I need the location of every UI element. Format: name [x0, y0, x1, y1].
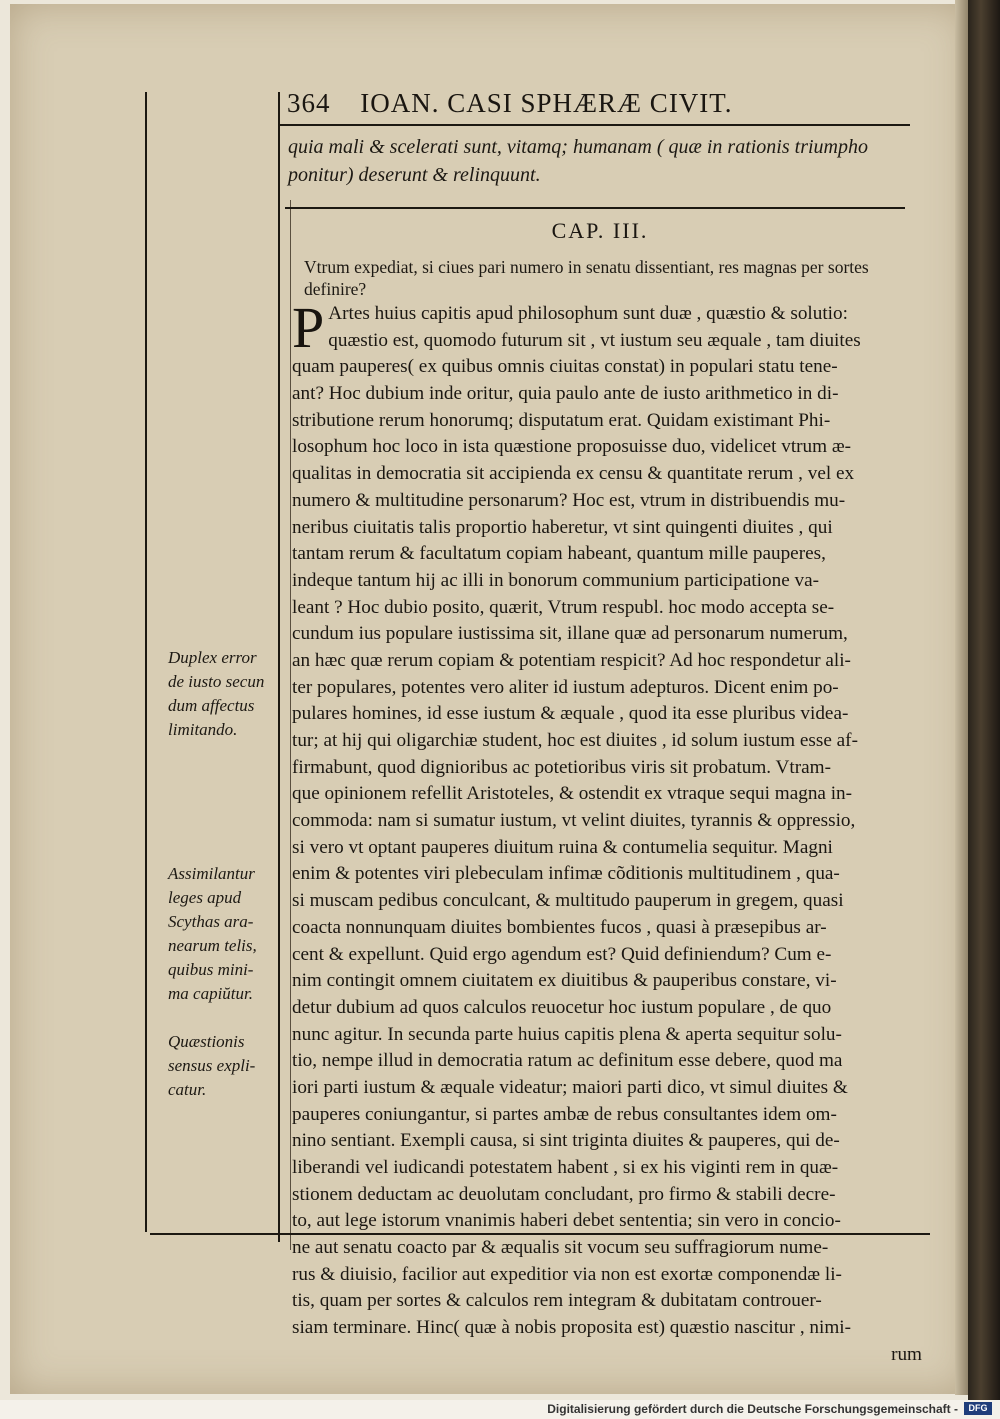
marginal-note-error	[168, 646, 288, 742]
marginal-line: dum affectus	[168, 696, 255, 715]
text-line: si vero vt optant pauperes diuitum ruina & contumelia sequitur. Magni	[292, 836, 833, 858]
funding-credit: Digitalisierung gefördert durch die Deutsche Forschungsgemeinschaft -	[547, 1402, 958, 1416]
header-rule	[280, 124, 910, 126]
text-line: neribus ciuitatis talis proportio haberetur, vt sint quingenti diuites , qui	[292, 516, 833, 538]
text-line: coacta nonnunquam diuites bombientes fucos , quasi à præsepibus ar-	[292, 916, 827, 938]
text-line: numero & multitudine personarum? Hoc est, vtrum in distribuendis mu-	[292, 489, 846, 511]
marginal-line: limitando.	[168, 720, 238, 739]
text-line: iori parti iustum & æquale videatur; maiori parti dico, vt simul diuites &	[292, 1076, 848, 1098]
text-line: nino sentiant. Exempli causa, si sint triginta diuites & pauperes, qui de-	[292, 1130, 840, 1152]
page-number: 364	[287, 88, 331, 118]
text-line: leant ? Hoc dubio posito, quærit, Vtrum respubl. hoc modo accepta se-	[292, 596, 835, 618]
marginal-line: Quæstionis	[168, 1032, 245, 1051]
carryover-line-2: ponitur) deserunt & relinquunt.	[288, 164, 541, 186]
book-gutter	[968, 0, 1000, 1400]
chapter-heading: CAP. III.	[551, 218, 649, 243]
marginal-line: leges apud	[168, 888, 242, 907]
running-header	[287, 88, 907, 119]
drop-cap: P	[292, 295, 325, 360]
running-title: IOAN. CASI SPHÆRÆ CIVIT.	[360, 88, 733, 118]
marginal-note-scythians	[168, 862, 288, 1006]
text-line: firmabunt, quod dignioribus ac potetioribus viris sit probatum. Vtram-	[292, 756, 831, 778]
text-line: quam pauperes( ex quibus omnis ciuitas constat) in populari statu tene-	[292, 356, 838, 378]
main-text	[292, 295, 928, 1369]
marginal-line: Duplex error	[168, 648, 257, 667]
text-line: losophum hoc loco in ista quæstione proposuisse duo, videlicet vtrum æ-	[292, 436, 852, 458]
marginal-line: ma capiŭtur.	[168, 984, 253, 1003]
dfg-logo: DFG	[964, 1402, 992, 1415]
text-line: si muscam pedibus conculcant, & multitudo pauperum in gregem, quasi	[292, 890, 844, 912]
text-line: nim contingit omnem ciuitatem ex diuitibus & pauperibus constare, vi-	[292, 970, 837, 992]
question-line-2: definire?	[304, 279, 367, 299]
text-line: quæstio est, quomodo futurum sit , vt iustum seu æquale , tam diuites	[328, 329, 861, 351]
text-line: rus & diuisio, facilior aut expeditior via non est exortæ componendæ li-	[292, 1263, 842, 1285]
text-line: stionem deductam ac deuolutam concludant, pro firmo & stabili decre-	[292, 1183, 836, 1205]
marginal-line: quibus mini-	[168, 960, 254, 979]
text-line: ant? Hoc dubium inde oritur, quia paulo ante de iusto arithmetico in di-	[292, 383, 839, 405]
text-line: pulares homines, id esse iustum & æquale , quod ita esse pluribus videa-	[292, 703, 849, 725]
marginal-line: catur.	[168, 1080, 207, 1099]
text-line: siam terminare. Hinc( quæ à nobis proposita est) quæstio nascitur , nimi-	[292, 1317, 852, 1339]
text-line: tur; at hij qui oligarchiæ student, hoc est diuites , id solum iustum esse af-	[292, 730, 858, 751]
marginal-line: sensus expli-	[168, 1056, 256, 1075]
text-line: to, aut lege istorum vnanimis haberi debet sententia; sin vero in concio-	[292, 1210, 841, 1232]
text-line: ne aut senatu coacto par & æqualis sit vocum seu suffragiorum nume-	[292, 1237, 829, 1259]
header-rule-vertical	[145, 92, 147, 1232]
text-line: liberandi vel iudicandi potestatem habent , si ex his viginti rem in quæ-	[292, 1157, 839, 1178]
text-line: tantam rerum & facultatum copiam habeant, quantum mille pauperes,	[292, 543, 826, 565]
text-line: cent & expellunt. Quid ergo agendum est? Quid definiendum? Cum e-	[292, 943, 832, 965]
text-line: stributione rerum honorumq; disputatum erat. Quidam existimant Phi-	[292, 409, 831, 431]
marginal-line: nearum telis,	[168, 936, 257, 955]
chapter-top-rule	[285, 207, 905, 209]
text-line: nunc agitur. In secunda parte huius capitis plena & aperta sequitur solu-	[292, 1023, 842, 1045]
text-line: detur dubium ad quos calculos reuocetur hoc iustum populare , de quo	[292, 996, 832, 1018]
text-line: cundum ius populare iustissima sit, illane quæ ad personarum numerum,	[292, 623, 848, 645]
text-line: tis, quam per sortes & calculos rem integram & dubitatam controuer-	[292, 1290, 822, 1312]
text-line: tio, nempe illud in democratia ratum ac definitum esse debere, quod ma	[292, 1050, 843, 1072]
text-line: qualitas in democratia sit accipienda ex censu & quantitate rerum , vel ex	[292, 463, 855, 485]
text-line: indeque tantum hij ac illi in bonorum communium participatione va-	[292, 569, 820, 591]
text-line: que opinionem refellit Aristoteles, & ostendit ex vtraque sequi magna in-	[292, 783, 853, 805]
catchword: rum	[891, 1343, 922, 1365]
marginal-line: de iusto secun	[168, 672, 265, 691]
footer-bar	[0, 1400, 1000, 1419]
chapter-question	[304, 256, 924, 300]
text-line: enim & potentes viri plebeculam infimæ cõditionis multitudinem , qua-	[292, 863, 840, 885]
text-line: commoda: nam si sumatur iustum, vt velint diuites, tyrannis & oppressio,	[292, 810, 856, 832]
marginal-line: Assimilantur	[168, 864, 255, 883]
marginal-line: Scythas ara-	[168, 912, 254, 931]
page-edge	[955, 0, 969, 1395]
text-line: ter populares, potentes vero aliter id iustum adepturos. Dicent enim po-	[292, 676, 839, 698]
text-rule-vertical	[290, 200, 291, 1250]
text-line: pauperes coniungantur, si partes ambæ de rebus consultantes idem om-	[292, 1103, 837, 1125]
text-line: Artes huius capitis apud philosophum sunt duæ , quæstio & solutio:	[328, 303, 848, 324]
text-line: an hæc quæ rerum copiam & potentiam respicit? Ad hoc respondetur ali-	[292, 649, 851, 671]
marginal-note-question	[168, 1030, 288, 1102]
carryover-line-1: quia mali & scelerati sunt, vitamq; humanam ( quæ in rationis triumpho	[288, 136, 868, 158]
question-line-1: Vtrum expediat, si ciues pari numero in senatu dissentiant, res magnas per sortes	[304, 257, 869, 277]
